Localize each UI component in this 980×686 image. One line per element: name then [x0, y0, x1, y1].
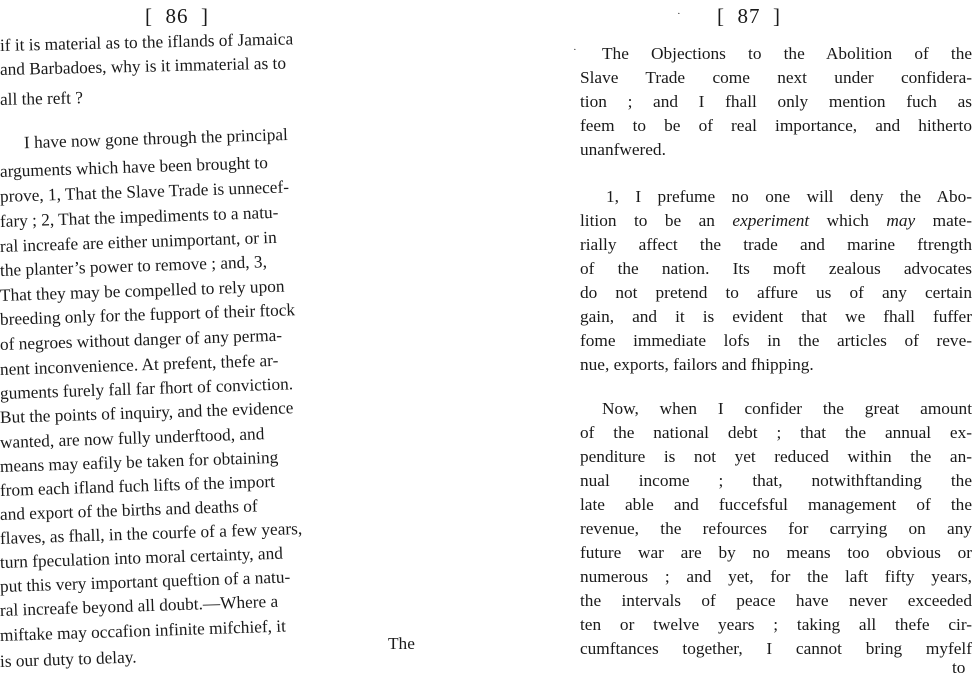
left-page [0, 0, 440, 686]
text-line: wanted, are now fully underftood, and [0, 424, 265, 452]
text-line: feem to be of real importance, and hitherto [580, 116, 972, 135]
text-line: tion ; and I fhall only mention fuch as [580, 92, 972, 111]
text-line: guments furely fall far fhort of conviction. [0, 374, 294, 403]
text-line: breeding only for the fupport of their ftock [0, 300, 296, 329]
text-line: means may eafily be taken for obtaining [0, 447, 279, 476]
text-line: of negroes without danger of any perma- [0, 325, 283, 354]
text-line: miftake may occafion infinite mifchief, it [0, 616, 287, 645]
catchword: The [388, 634, 415, 653]
text-line: and export of the births and deaths of [0, 496, 258, 524]
text-line: and Barbadoes, why is it immaterial as to [0, 53, 287, 79]
catchword: to [952, 658, 966, 677]
text-line: gain, and it is evident that we fhall fuffer [580, 307, 972, 326]
text-line: cumftances together, I cannot bring myfelf [580, 639, 972, 658]
text-line: ral increafe are either unimportant, or in [0, 227, 278, 256]
text-line: flaves, as fhall, in the courfe of a few years, [0, 518, 303, 548]
text-line: numerous ; and yet, for the laft fifty years, [580, 567, 972, 586]
text-line: fary ; 2, That the impediments to a natu- [0, 202, 279, 231]
text-line: ten or twelve years ; taking all thefe cir- [580, 615, 972, 634]
text-line: The Objections to the Abolition of the [602, 44, 972, 63]
text-line: fome immediate lofs in the articles of reve- [580, 331, 972, 350]
text-line: nent inconvenience. At prefent, thefe ar- [0, 350, 279, 379]
text-line: all the reft ? [0, 88, 84, 109]
text-line: the planter’s power to remove ; and, 3, [0, 252, 268, 280]
text-line: unanfwered. [580, 140, 666, 159]
text-line: That they may be compelled to rely upon [0, 276, 285, 305]
text-line: I have now gone through the principal [23, 124, 289, 153]
text-line: of the national debt ; that the annual ex- [580, 423, 972, 442]
text-line: revenue, the refources for carrying on any [580, 519, 972, 538]
text-line: future war are by no means too obvious or [580, 543, 972, 562]
text-line: from each ifland fuch lifts of the import [0, 471, 276, 500]
text-line: nue, exports, failors and fhipping. [580, 355, 814, 374]
text-line: ral increafe beyond all doubt.—Where a [0, 591, 279, 620]
page-number: [ 86 ] [145, 4, 209, 28]
text-line: Now, when I confider the great amount [602, 399, 972, 418]
text-line: is our duty to delay. [0, 647, 137, 671]
text-line: the intervals of peace have never exceeded [580, 591, 972, 610]
text-line: rially affect the trade and marine ftrength [580, 235, 972, 254]
ink-dot: · [677, 8, 681, 20]
text-line: Slave Trade come next under confidera- [580, 68, 972, 87]
text-line: if it is material as to the iflands of Jamaica [0, 29, 294, 55]
text-line: put this very important queftion of a natu- [0, 567, 291, 596]
page-number: [ 87 ] [717, 4, 781, 28]
text-line: lition to be an experiment which may mate- [580, 211, 972, 230]
ink-dot: · [573, 44, 577, 56]
text-line: nual income ; that, notwithftanding the [580, 471, 972, 490]
text-line: 1, I prefume no one will deny the Abo- [606, 187, 972, 206]
text-line: do not pretend to affure us of any certain [580, 283, 972, 302]
text-line: But the points of inquiry, and the evidence [0, 398, 294, 427]
right-page [580, 0, 978, 686]
text-line: prove, 1, That the Slave Trade is unnecef- [0, 177, 290, 206]
text-line: late able and fuccefsful management of the [580, 495, 972, 514]
text-line: penditure is not yet reduced within the an- [580, 447, 972, 466]
text-line: of the nation. Its moft zealous advocates [580, 259, 972, 278]
text-line: turn fpeculation into moral certainty, and [0, 543, 284, 572]
text-line: arguments which have been brought to [0, 153, 269, 181]
